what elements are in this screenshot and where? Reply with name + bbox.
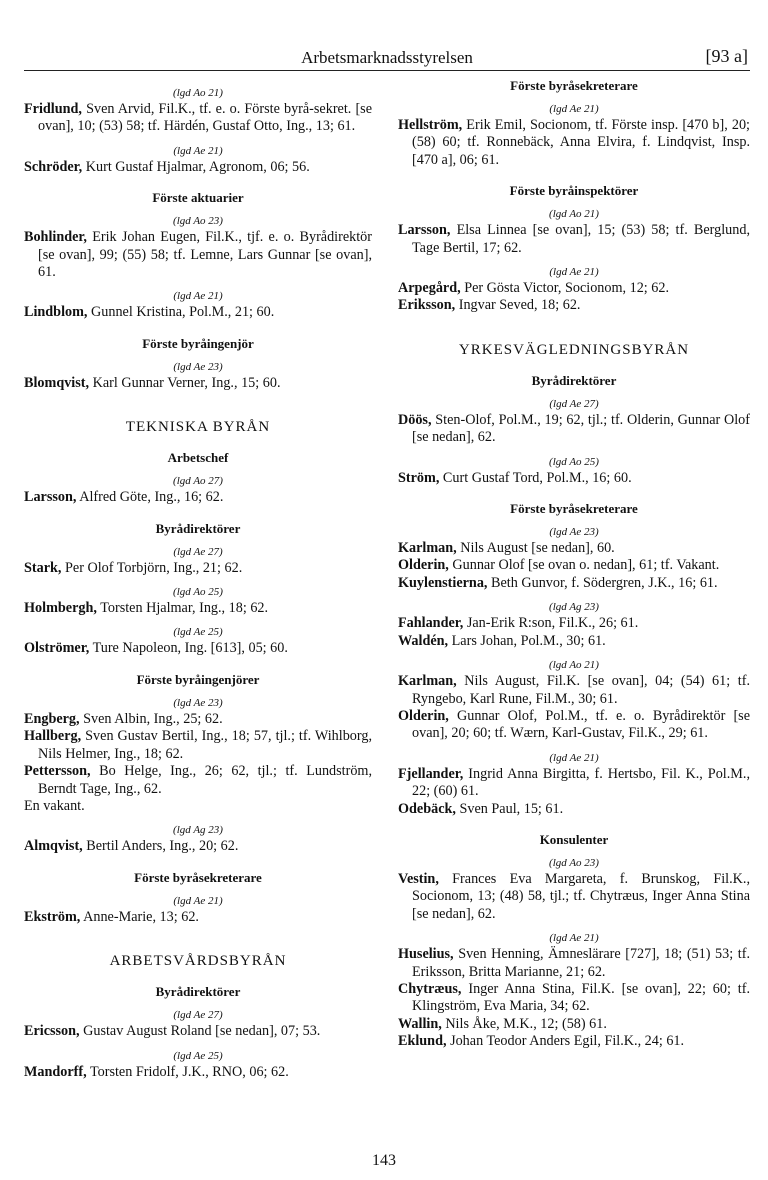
entry-name: Karlman, — [398, 673, 457, 690]
entry — [24, 560, 372, 577]
position-heading: Konsulenter — [539, 831, 609, 847]
entry-name: Wallin, — [398, 1015, 442, 1032]
entry-details: Sven Gustav Bertil, Ing., 18; 57, tjl.; tf. Wihlborg, Nils Helmer, Ing., 18; 62. — [38, 728, 372, 762]
salary-grade: (lgd Ae 21) — [173, 290, 223, 303]
salary-grade: (lgd Ag 23) — [173, 824, 223, 837]
entry-details: Nils August, Fil.K. [se ovan], 04; (54) 61; tf. Ryngebo, Karl Rune, Fil.M., 30; 61. — [412, 673, 750, 707]
entry-details: Nils Åke, M.K., 12; (58) 61. — [441, 1015, 607, 1032]
salary-grade: (lgd Ao 21) — [549, 659, 599, 672]
position-heading: Förste byråsekreterare — [134, 869, 262, 885]
salary-grade: (lgd Ae 25) — [173, 626, 223, 639]
entry-name: Lindblom, — [24, 304, 88, 321]
position-heading: Förste byråinspektörer — [509, 183, 639, 199]
entry-name: Vestin, — [398, 870, 439, 887]
entry-details: Inger Anna Stina, Fil.K. [se ovan], 22; 60; tf. Klingström, Eva Maria, 34; 62. — [412, 980, 750, 1015]
entry — [398, 615, 750, 632]
entry — [24, 909, 372, 926]
entry-name: Eklund, — [398, 1033, 447, 1050]
entry-details: Gunnar Olof, Pol.M., tf. e. o. Byrådirektör [se ovan], 20; 60; tf. Wærn, Karl-Gustav, Fil.K., 29; 61. — [412, 707, 750, 742]
entry-details: Per Olof Torbjörn, Ing., 21; 62. — [61, 559, 243, 576]
entry-name: Chytræus, — [398, 980, 462, 997]
note-text: En vakant. — [24, 797, 85, 814]
entry-name: Ericsson, — [24, 1023, 80, 1040]
entry-name: Larsson, — [398, 222, 451, 239]
entry-details: Nils August [se nedan], 60. — [456, 540, 615, 557]
entry — [398, 297, 750, 314]
salary-grade: (lgd Ae 21) — [549, 266, 599, 279]
entry-name: Pettersson, — [24, 763, 91, 780]
entry-details: Lars Johan, Pol.M., 30; 61. — [448, 632, 606, 649]
salary-grade: (lgd Ae 21) — [173, 894, 223, 907]
entry — [398, 708, 750, 743]
salary-grade: (lgd Ae 23) — [173, 360, 223, 373]
entry-details: Gustav August Roland [se nedan], 07; 53. — [79, 1023, 321, 1040]
entry — [24, 711, 372, 728]
entry-details: Bo Helge, Ing., 26; 62, tjl.; tf. Lundström, Berndt Tage, Ing., 62. — [38, 763, 372, 797]
entry — [24, 728, 372, 763]
entry-details: Sven Arvid, Fil.K., tf. e. o. Förste byrå-sekret. [se ovan], 10; (53) 58; tf. Härdén, Gustaf Otto, Ing., 13; 61. — [38, 101, 372, 135]
entry — [398, 1033, 750, 1050]
salary-grade: (lgd Ao 23) — [173, 215, 223, 228]
entry — [398, 117, 750, 169]
entry-name: Blomqvist, — [24, 374, 90, 391]
position-heading: Förste byråsekreterare — [510, 501, 638, 517]
bureau-heading: YRKESVÄGLEDNINGSBYRÅN — [458, 341, 690, 358]
entry-name: Karlman, — [398, 540, 457, 557]
entry-name: Huselius, — [398, 946, 454, 963]
salary-grade: (lgd Ae 27) — [173, 1009, 223, 1022]
entry-details: Torsten Fridolf, J.K., RNO, 06; 62. — [86, 1063, 289, 1080]
entry — [24, 159, 372, 176]
entry-details: Jan-Erik R:son, Fil.K., 26; 61. — [463, 615, 639, 632]
entry — [24, 489, 372, 506]
entry-name: Fahlander, — [398, 615, 464, 632]
entry — [24, 304, 372, 321]
entry-details: Gunnel Kristina, Pol.M., 21; 60. — [87, 304, 275, 321]
entry — [398, 871, 750, 923]
entry-details: Johan Teodor Anders Egil, Fil.K., 24; 61. — [446, 1033, 685, 1050]
entry — [24, 600, 372, 617]
entry-details: Torsten Hjalmar, Ing., 18; 62. — [96, 600, 269, 617]
salary-grade: (lgd Ae 21) — [173, 144, 223, 157]
entry-name: Eriksson, — [398, 297, 456, 314]
position-heading: Byrådirektörer — [155, 520, 241, 536]
salary-grade: (lgd Ae 27) — [549, 397, 599, 410]
entry — [398, 470, 750, 487]
entry — [398, 412, 750, 447]
entry-name: Döös, — [398, 411, 432, 428]
entry — [398, 222, 750, 257]
entry — [398, 557, 750, 574]
salary-grade: (lgd Ao 25) — [549, 455, 599, 468]
entry — [398, 1016, 750, 1033]
entry-details: Sven Albin, Ing., 25; 62. — [79, 710, 223, 727]
entry — [24, 375, 372, 392]
entry-name: Stark, — [24, 559, 62, 576]
entry-name: Schröder, — [24, 158, 83, 175]
entry-name: Fridlund, — [24, 101, 82, 117]
entry-name: Holmbergh, — [24, 600, 97, 617]
entry — [398, 801, 750, 818]
left-column — [24, 78, 372, 1081]
entry-details: Per Gösta Victor, Socionom, 12; 62. — [460, 280, 670, 297]
salary-grade: (lgd Ae 23) — [173, 696, 223, 709]
entry-details: Sven Henning, Ämneslärare [727], 18; (51) 53; tf. Eriksson, Britta Marianne, 21; 62. — [412, 946, 750, 980]
salary-grade: (lgd Ao 27) — [173, 475, 223, 488]
entry-name: Kuylenstierna, — [398, 574, 488, 591]
entry-name: Olderin, — [398, 707, 449, 724]
entry-details: Karl Gunnar Verner, Ing., 15; 60. — [89, 374, 281, 391]
entry-details: Ture Napoleon, Ing. [613], 05; 60. — [89, 640, 288, 657]
salary-grade: (lgd Ae 21) — [549, 103, 599, 115]
entry — [24, 1064, 372, 1081]
entry-name: Hallberg, — [24, 728, 82, 745]
entry-name: Hellström, — [398, 117, 463, 133]
position-heading: Arbetschef — [167, 450, 229, 466]
entry — [398, 981, 750, 1016]
page-title: Arbetsmarknadsstyrelsen — [301, 48, 473, 67]
running-header — [24, 40, 750, 71]
entry-name: Arpegård, — [398, 280, 461, 297]
salary-grade: (lgd Ae 23) — [549, 526, 599, 539]
entry — [398, 673, 750, 708]
position-heading: Byrådirektörer — [531, 372, 617, 388]
entry-name: Olderin, — [398, 557, 449, 574]
entry-details: Alfred Göte, Ing., 16; 62. — [76, 489, 224, 506]
position-heading: Förste byråingenjör — [142, 335, 254, 351]
entry-name: Ström, — [398, 469, 440, 486]
entry — [398, 946, 750, 981]
entry-details: Erik Johan Eugen, Fil.K., tjf. e. o. Byrådirektör [se ovan], 99; (55) 58; tf. Lemne, Lars Gunnar [se ovan], 61. — [38, 229, 372, 281]
entry-details: Curt Gustaf Tord, Pol.M., 16; 60. — [439, 469, 632, 486]
entry-name: Larsson, — [24, 489, 77, 506]
section-number: [93 a] — [705, 46, 748, 66]
salary-grade: (lgd Ae 21) — [549, 932, 599, 945]
entry-name: Waldén, — [398, 632, 449, 649]
entry-name: Olströmer, — [24, 640, 90, 657]
entry-details: Elsa Linnea [se ovan], 15; (53) 58; tf. Berglund, Tage Bertil, 17; 62. — [412, 222, 750, 256]
salary-grade: (lgd Ao 21) — [549, 208, 599, 221]
page-number: 143 — [372, 1152, 396, 1169]
entry — [398, 540, 750, 557]
entry-details: Ingvar Seved, 18; 62. — [455, 297, 581, 314]
entry — [398, 633, 750, 650]
entry — [398, 280, 750, 297]
entry-details: Kurt Gustaf Hjalmar, Agronom, 06; 56. — [82, 158, 310, 175]
position-heading: Förste byråsekreterare — [510, 78, 638, 93]
entry — [24, 1023, 372, 1040]
salary-grade: (lgd Ae 25) — [173, 1049, 223, 1062]
entry — [24, 229, 372, 281]
salary-grade: (lgd Ae 21) — [549, 751, 599, 764]
bureau-heading: TEKNISKA BYRÅN — [125, 419, 271, 436]
entry-name: Bohlinder, — [24, 229, 87, 246]
salary-grade: (lgd Ae 27) — [173, 545, 223, 558]
salary-grade: (lgd Ag 23) — [549, 601, 599, 614]
entry-details: Frances Eva Margareta, f. Brunskog, Fil.K., Socionom, 13; (48) 58, tjl.; tf. Chytræus, Inger Anna Stina [se nedan], 62. — [412, 870, 750, 922]
entry-name: Almqvist, — [24, 838, 83, 855]
entry-name: Ekström, — [24, 908, 81, 925]
salary-grade: (lgd Ao 21) — [173, 87, 223, 99]
entry — [398, 766, 750, 801]
entry-name: Engberg, — [24, 710, 80, 727]
entry — [398, 575, 750, 592]
entry-details: Bertil Anders, Ing., 20; 62. — [82, 838, 239, 855]
right-column — [398, 78, 750, 1051]
entry-details: Ingrid Anna Birgitta, f. Hertsbo, Fil. K., Pol.M., 22; (60) 61. — [412, 765, 750, 800]
entry — [24, 640, 372, 657]
entry-name: Fjellander, — [398, 765, 464, 782]
bureau-heading: ARBETSVÅRDSBYRÅN — [109, 953, 287, 970]
entry-details: Gunnar Olof [se ovan o. nedan], 61; tf. Vakant. — [448, 557, 720, 574]
entry — [24, 101, 372, 136]
salary-grade: (lgd Ao 25) — [173, 586, 223, 599]
entry-details: Sten-Olof, Pol.M., 19; 62, tjl.; tf. Olderin, Gunnar Olof [se nedan], 62. — [412, 411, 750, 446]
entry-details: Anne-Marie, 13; 62. — [80, 908, 199, 925]
entry-name: Odebäck, — [398, 800, 456, 817]
entry — [24, 763, 372, 798]
entry-name: Mandorff, — [24, 1063, 87, 1080]
position-heading: Byrådirektörer — [155, 984, 241, 1000]
position-heading: Förste byråingenjörer — [136, 671, 260, 687]
salary-grade: (lgd Ao 23) — [549, 856, 599, 869]
entry-details: Beth Gunvor, f. Södergren, J.K., 16; 61. — [487, 574, 718, 591]
entry — [24, 838, 372, 855]
entry-details: Erik Emil, Socionom, tf. Förste insp. [470 b], 20; (58) 60; tf. Ronnebäck, Anna Elvira, f. Lindqvist, Insp. [470 a], 06; 61. — [412, 117, 750, 168]
entry-details: Sven Paul, 15; 61. — [455, 800, 564, 817]
position-heading: Förste aktuarier — [152, 190, 244, 206]
